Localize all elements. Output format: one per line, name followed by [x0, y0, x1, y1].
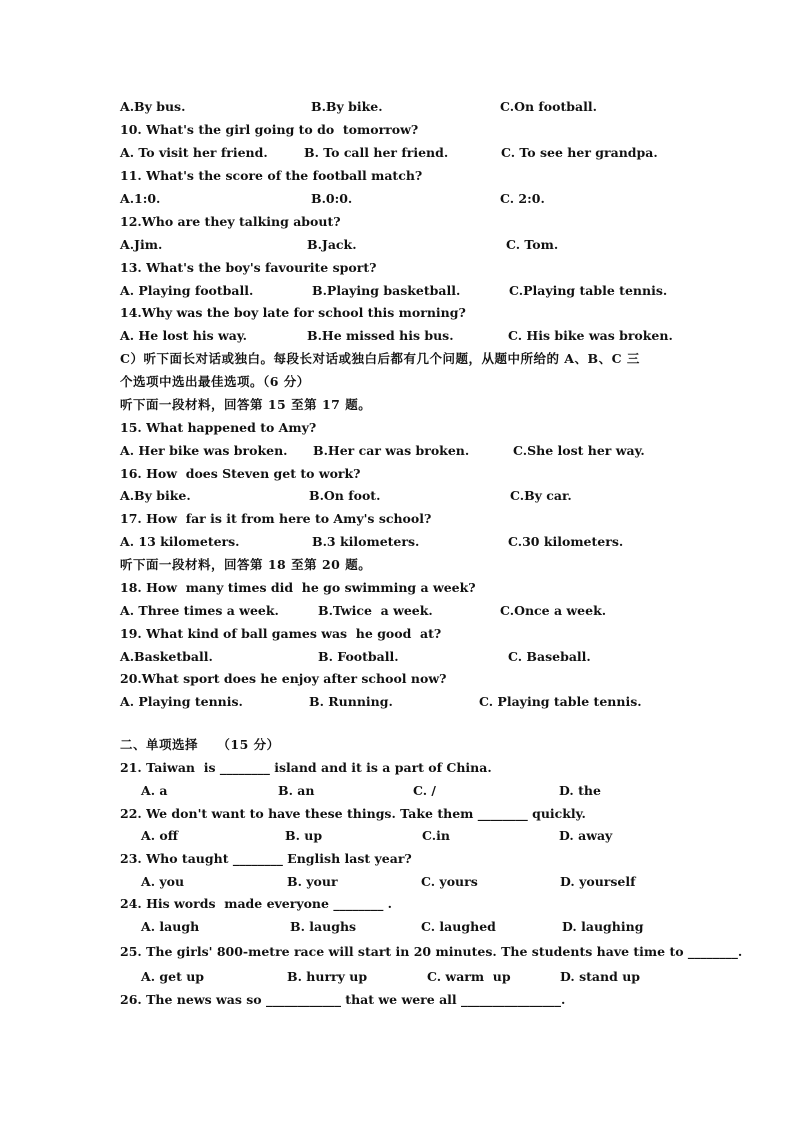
option-b: B. Running.: [309, 694, 393, 709]
option-a: A. To visit her friend.: [120, 145, 268, 160]
option-c: C. yours: [421, 874, 478, 889]
question-24: 24. His words made everyone ________ .: [120, 896, 393, 911]
option-b: B. up: [285, 828, 323, 843]
option-a: A. a: [141, 783, 168, 798]
option-a: A.Basketball.: [120, 649, 213, 664]
option-d: D. laughing: [562, 919, 644, 934]
question-20: 20.What sport does he enjoy after school now?: [120, 671, 447, 686]
question-10: 10. What's the girl going to do tomorrow?: [120, 122, 419, 137]
option-b: B. laughs: [290, 919, 357, 934]
option-a: A. Her bike was broken.: [120, 443, 288, 458]
option-b: B.He missed his bus.: [307, 328, 454, 343]
question-25: 25. The girls' 800-metre race will start in 20 minutes. The students have time to ________.: [120, 944, 743, 959]
option-c: C. Playing table tennis.: [479, 694, 642, 709]
option-b: B.3 kilometers.: [312, 534, 420, 549]
option-c: C. Baseball.: [508, 649, 591, 664]
option-c: C. /: [413, 783, 436, 798]
option-c: C. Tom.: [506, 237, 559, 252]
section-c-instructions-cont: 个选项中选出最佳选项。（6 分）: [120, 374, 310, 389]
question-18: 18. How many times did he go swimming a week?: [120, 580, 476, 595]
option-a: A. you: [141, 874, 185, 889]
option-b: B.Her car was broken.: [313, 443, 470, 458]
option-c: C.Playing table tennis.: [509, 283, 668, 298]
option-c: C.By car.: [510, 488, 572, 503]
option-c: C. 2:0.: [500, 191, 545, 206]
question-13: 13. What's the boy's favourite sport?: [120, 260, 377, 275]
option-b: B.Twice a week.: [318, 603, 433, 618]
question-21: 21. Taiwan is ________ island and it is a part of China.: [120, 760, 492, 775]
section-2-heading: 二、单项选择 （15 分）: [120, 737, 280, 752]
option-a: A.By bus.: [120, 99, 186, 114]
option-a: A. 13 kilometers.: [120, 534, 240, 549]
question-26: 26. The news was so ____________ that we were all ________________.: [120, 992, 566, 1007]
question-23: 23. Who taught ________ English last year?: [120, 851, 412, 866]
option-c: C. warm up: [427, 969, 511, 984]
option-b: B.By bike.: [311, 99, 383, 114]
option-d: D. stand up: [560, 969, 641, 984]
option-b: B. To call her friend.: [304, 145, 449, 160]
option-a: A. get up: [141, 969, 205, 984]
passage-heading: 听下面一段材料，回答第 18 至第 20 题。: [120, 557, 372, 572]
option-a: A. Playing tennis.: [120, 694, 243, 709]
option-c: C. To see her grandpa.: [501, 145, 658, 160]
option-c: C.On football.: [500, 99, 597, 114]
question-17: 17. How far is it from here to Amy's school?: [120, 511, 432, 526]
option-a: A. Three times a week.: [120, 603, 279, 618]
option-d: D. the: [559, 783, 601, 798]
option-a: A. Playing football.: [120, 283, 254, 298]
option-a: A.Jim.: [120, 237, 163, 252]
question-19: 19. What kind of ball games was he good at?: [120, 626, 442, 641]
option-c: C. laughed: [421, 919, 496, 934]
question-16: 16. How does Steven get to work?: [120, 466, 361, 481]
option-b: B. hurry up: [287, 969, 368, 984]
question-14: 14.Why was the boy late for school this morning?: [120, 305, 466, 320]
option-b: B.Jack.: [307, 237, 357, 252]
option-c: C.30 kilometers.: [508, 534, 624, 549]
section-c-instructions: C）听下面长对话或独白。每段长对话或独白后都有几个问题，从题中所给的 A、B、C 三: [120, 351, 640, 366]
option-b: B. your: [287, 874, 338, 889]
question-12: 12.Who are they talking about?: [120, 214, 341, 229]
option-a: A. off: [141, 828, 178, 843]
option-c: C. His bike was broken.: [508, 328, 673, 343]
option-b: B. Football.: [318, 649, 399, 664]
question-22: 22. We don't want to have these things. Take them ________ quickly.: [120, 806, 586, 821]
option-a: A.By bike.: [120, 488, 191, 503]
option-a: A. laugh: [141, 919, 200, 934]
question-11: 11. What's the score of the football match?: [120, 168, 423, 183]
option-c: C.in: [422, 828, 450, 843]
option-b: B.0:0.: [311, 191, 353, 206]
passage-heading: 听下面一段材料，回答第 15 至第 17 题。: [120, 397, 372, 412]
option-b: B.On foot.: [309, 488, 381, 503]
option-d: D. yourself: [560, 874, 636, 889]
option-b: B.Playing basketball.: [312, 283, 461, 298]
option-b: B. an: [278, 783, 315, 798]
option-a: A.1:0.: [120, 191, 161, 206]
option-c: C.She lost her way.: [513, 443, 645, 458]
option-a: A. He lost his way.: [120, 328, 248, 343]
option-c: C.Once a week.: [500, 603, 607, 618]
question-15: 15. What happened to Amy?: [120, 420, 317, 435]
option-d: D. away: [559, 828, 613, 843]
